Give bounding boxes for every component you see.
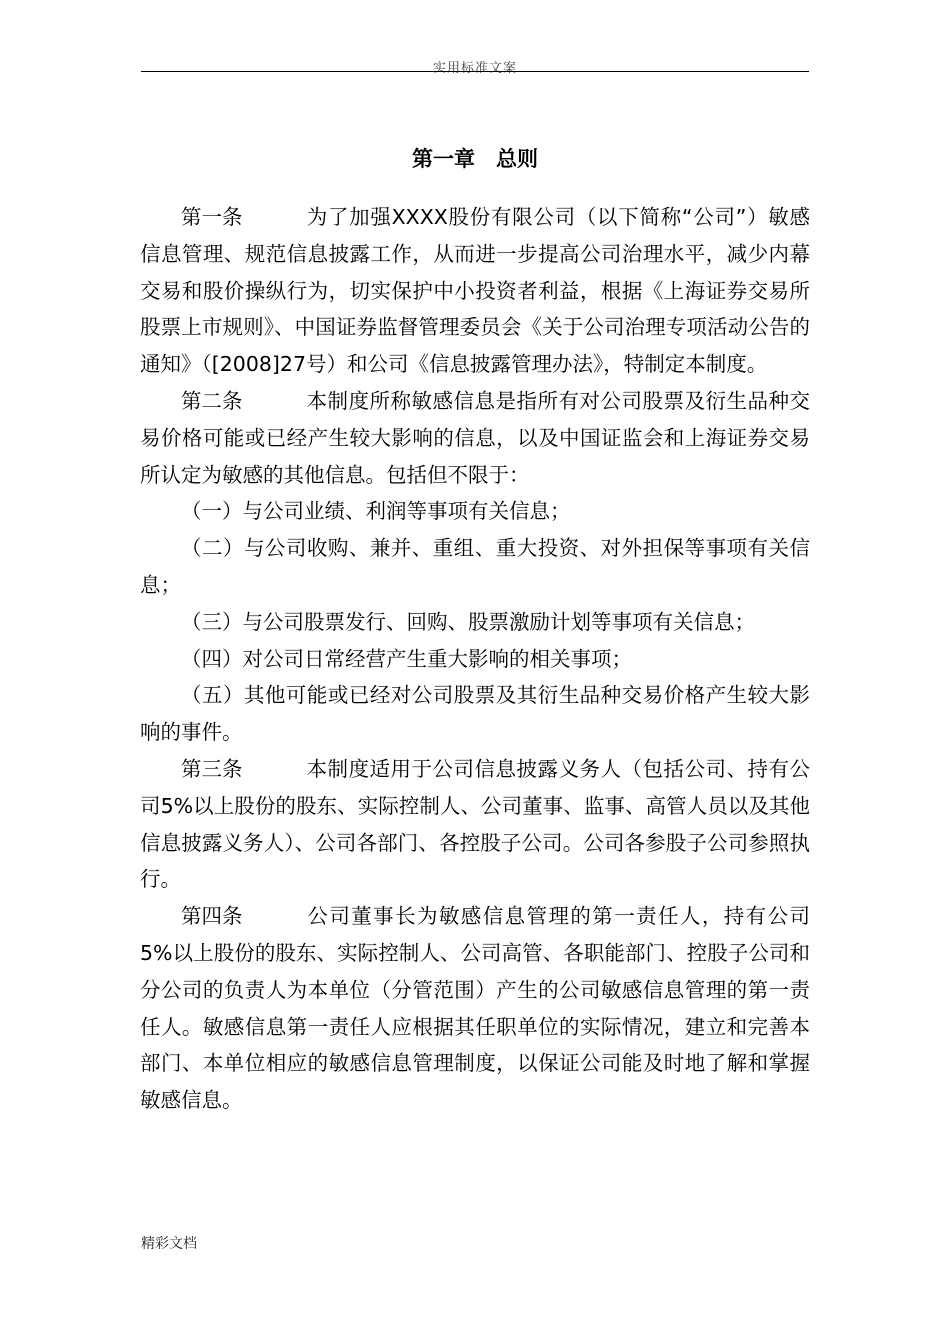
article-2-label: 第二条 — [181, 388, 243, 413]
article-1-label: 第一条 — [181, 205, 243, 229]
document-body — [140, 199, 810, 1119]
chapter-title: 第一章 总则 — [412, 147, 538, 171]
article-1-text: 为了加强XXXX股份有限公司（以下简称“公司”）敏感信息管理、规范信息披露工作，从而进一步提高公司治理水平，减少内幕交易和股价操纵行为，切实保护中小投资者利益，根据《上海证券交易所股票上市规则》、中国证券监督管理委员会《关于公司治理专项活动公告的通知》（[2008]27号）和公司《信息披露管理办法》，特制定本制度。 — [140, 205, 810, 377]
article-4 — [140, 898, 810, 1119]
list-item-3: （三）与公司股票发行、回购、股票激励计划等事项有关信息； — [181, 609, 755, 634]
page-footer: 精彩文档 — [141, 1236, 197, 1252]
article-4-text: 公司董事长为敏感信息管理的第一责任人，持有公司5%以上股份的股东、实际控制人、公司高管、各职能部门、控股子公司和分公司的负责人为本单位（分管范围）产生的公司敏感信息管理的第一责任人。敏感信息第一责任人应根据其任职单位的实际情况，建立和完善本部门、本单位相应的敏感信息管理制度，以保证公司能及时地了解和掌握敏感信息。 — [140, 904, 810, 1113]
page-header: 实用标准文案 — [432, 61, 517, 76]
list-item-2: （二）与公司收购、兼并、重组、重大投资、对外担保等事项有关信息； — [140, 536, 810, 597]
list-item-1: （一）与公司业绩、利润等事项有关信息； — [181, 499, 571, 524]
article-3-text: 本制度适用于公司信息披露义务人（包括公司、持有公司5%以上股份的股东、实际控制人、公司董事、监事、高管人员以及其他信息披露义务人）、公司各部门、各控股子公司。公司各参股子公司参照执行。 — [140, 756, 810, 892]
article-3 — [140, 751, 810, 898]
article-2-text: 本制度所称敏感信息是指所有对公司股票及衍生品种交易价格可能或已经产生较大影响的信息，以及中国证监会和上海证券交易所认定为敏感的其他信息。包括但不限于： — [140, 388, 810, 487]
article-3-label: 第三条 — [181, 756, 243, 781]
article-4-label: 第四条 — [181, 904, 243, 929]
article-1 — [140, 199, 810, 383]
list-item-5: （五）其他可能或已经对公司股票及其衍生品种交易价格产生较大影响的事件。 — [140, 683, 810, 745]
header-divider — [141, 71, 809, 72]
list-item-4: （四）对公司日常经营产生重大影响的相关事项； — [181, 646, 632, 671]
article-2 — [140, 383, 810, 493]
